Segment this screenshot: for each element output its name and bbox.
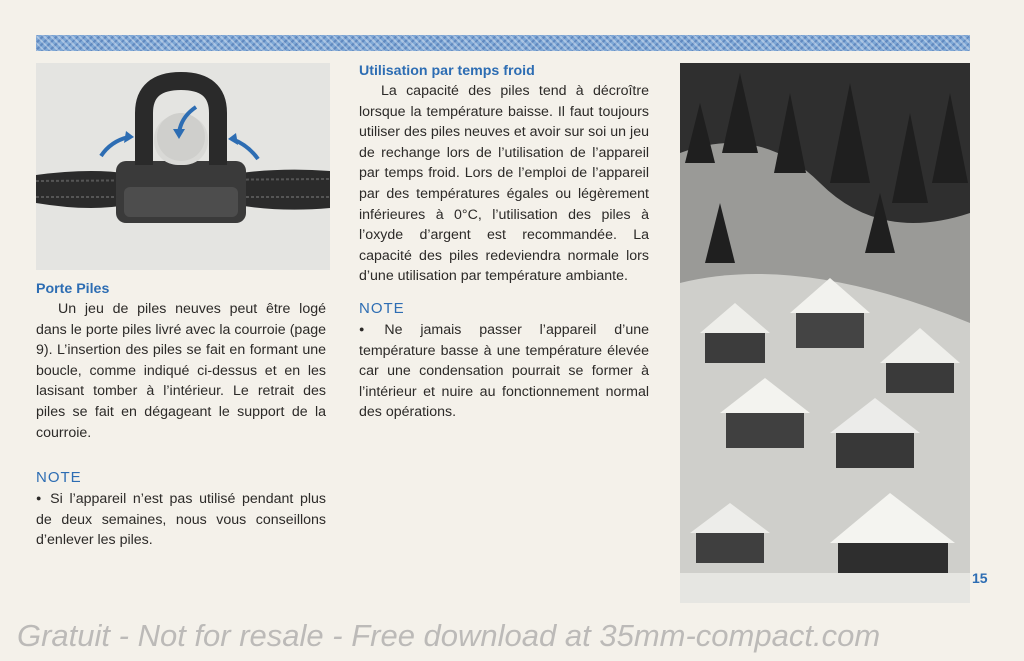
left-column bbox=[36, 279, 326, 551]
section-heading-porte-piles: Porte Piles bbox=[36, 281, 110, 297]
note-title: NOTE bbox=[36, 469, 82, 487]
note-title: NOTE bbox=[359, 299, 405, 317]
decorative-top-band bbox=[36, 35, 970, 51]
middle-column bbox=[359, 61, 649, 423]
watermark-text: Gratuit - Not for resale - Free download at 35mm-compact.com bbox=[17, 618, 881, 653]
note-text: ● Ne jamais passer l’appareil d’une température basse à une température élevée car une condensation pourrait se former à l’intérieur et nuire au fonctionnement normal des opérations. bbox=[359, 319, 649, 423]
snowy-village-photo bbox=[680, 63, 970, 603]
paragraph-porte-piles: Un jeu de piles neuves peut être logé dans le porte piles livré avec la courroie (page 9). L’insertion des piles se fait en formant une boucle, comme indiqué ci-dessus et en les lasisant tomber à l’intérieur. Le retrait des piles se fait en dégageant le support de la courroie. bbox=[36, 301, 326, 441]
battery-holder-illustration bbox=[36, 63, 330, 270]
section-heading-temps-froid: Utilisation par temps froid bbox=[359, 63, 535, 79]
page-number: 15 bbox=[972, 570, 988, 586]
note-text: ● Si l’appareil n’est pas utilisé pendant plus de deux semaines, nous vous conseillons d’enlever les piles. bbox=[36, 488, 326, 551]
paragraph-temps-froid: La capacité des piles tend à décroître lorsque la température baisse. Il faut toujours utiliser des piles neuves et avoir sur soi un jeu de rechange lors de l’utilisation de l’appareil par temps froid. Lors de l’emploi de l’appareil par des températures égales ou légèrement inférieures à 0°C, l’utilisation des piles à l’oxyde d’argent est recommandée. La capacité des piles redeviendra normale lors d’une utilisation par température ambiante. bbox=[359, 83, 649, 285]
